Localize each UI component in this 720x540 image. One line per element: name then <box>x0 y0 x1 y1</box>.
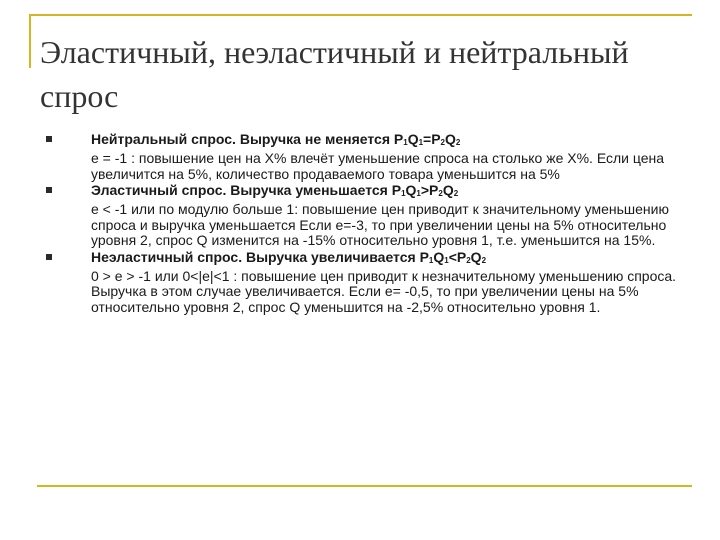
heading-text: Эластичный спрос. Выручка уменьшается <box>91 182 392 198</box>
formula-part: P <box>391 182 402 198</box>
bullet-heading <box>91 131 686 151</box>
bullet-list <box>46 131 686 315</box>
bullet-body: e < -1 или по модулю больше 1: повышение цен приводит к значительному уменьшению спроса и выручка уменьшается Если e=-3, то при увеличении цены на 5% относительно уровня 2, спрос Q изменится на -15% относительно уровня 1, т.е. уменьшится на 15%. <box>91 201 669 248</box>
bottom-accent-line <box>37 485 692 487</box>
square-bullet-icon <box>46 254 52 260</box>
formula-subscript: 2 <box>455 138 461 147</box>
formula-part: Q <box>433 248 445 265</box>
formula <box>392 182 458 198</box>
bullet-item-elastic <box>46 182 686 249</box>
bullet-heading <box>91 249 686 269</box>
formula-part: Q <box>470 248 482 265</box>
formula-part: Q <box>445 131 456 147</box>
heading-text: Нейтральный спрос. Выручка не меняется <box>91 131 394 147</box>
formula-subscript: 1 <box>401 189 406 198</box>
formula-part: P <box>393 131 404 147</box>
slide-title: Эластичный, неэластичный и нейтральный спрос <box>40 34 629 114</box>
heading-text: Неэластичный спрос. Выручка увеличивается <box>91 248 420 265</box>
formula-part: =P <box>423 131 441 147</box>
bullet-body: e = -1 : повышение цен на X% влечёт уменьшение спроса на столько же X%. Если цена увеличится на 5%, количество продаваемого товара уменьшится на 5% <box>91 150 665 182</box>
bullet-item-neutral <box>46 131 686 182</box>
left-accent-line <box>29 14 31 68</box>
formula-part: Q <box>407 131 419 147</box>
square-bullet-icon <box>46 136 52 142</box>
formula-part: Q <box>442 182 454 198</box>
bullet-body: 0 > e > -1 или 0<|e|<1 : повышение цен приводит к незначительному уменьшению спроса. Выручка в этом случае увеличивается. Если e= -0,5, то при увеличении цены на 5% относительно уровня 2, спрос Q уменьшится на -2,5% относительно уровня 1. <box>91 267 677 315</box>
formula-subscript: 1 <box>416 189 421 198</box>
bullet-item-inelastic <box>46 249 686 316</box>
formula-subscript: 2 <box>440 138 445 147</box>
bullet-heading <box>91 182 686 202</box>
formula-part: >P <box>420 182 439 198</box>
formula-part: <P <box>448 248 467 265</box>
square-bullet-icon <box>46 187 52 193</box>
formula-subscript: 1 <box>403 138 408 147</box>
formula-subscript: 2 <box>438 189 443 198</box>
formula-subscript: 2 <box>466 255 471 265</box>
formula <box>420 249 486 265</box>
formula-subscript: 2 <box>453 189 459 198</box>
formula <box>394 131 460 147</box>
formula-subscript: 2 <box>481 255 487 265</box>
formula-part: Q <box>405 182 417 198</box>
top-accent-line <box>29 14 692 16</box>
formula-subscript: 1 <box>418 138 424 147</box>
formula-subscript: 1 <box>444 255 449 265</box>
formula-part: P <box>419 248 429 265</box>
formula-subscript: 1 <box>428 255 434 265</box>
